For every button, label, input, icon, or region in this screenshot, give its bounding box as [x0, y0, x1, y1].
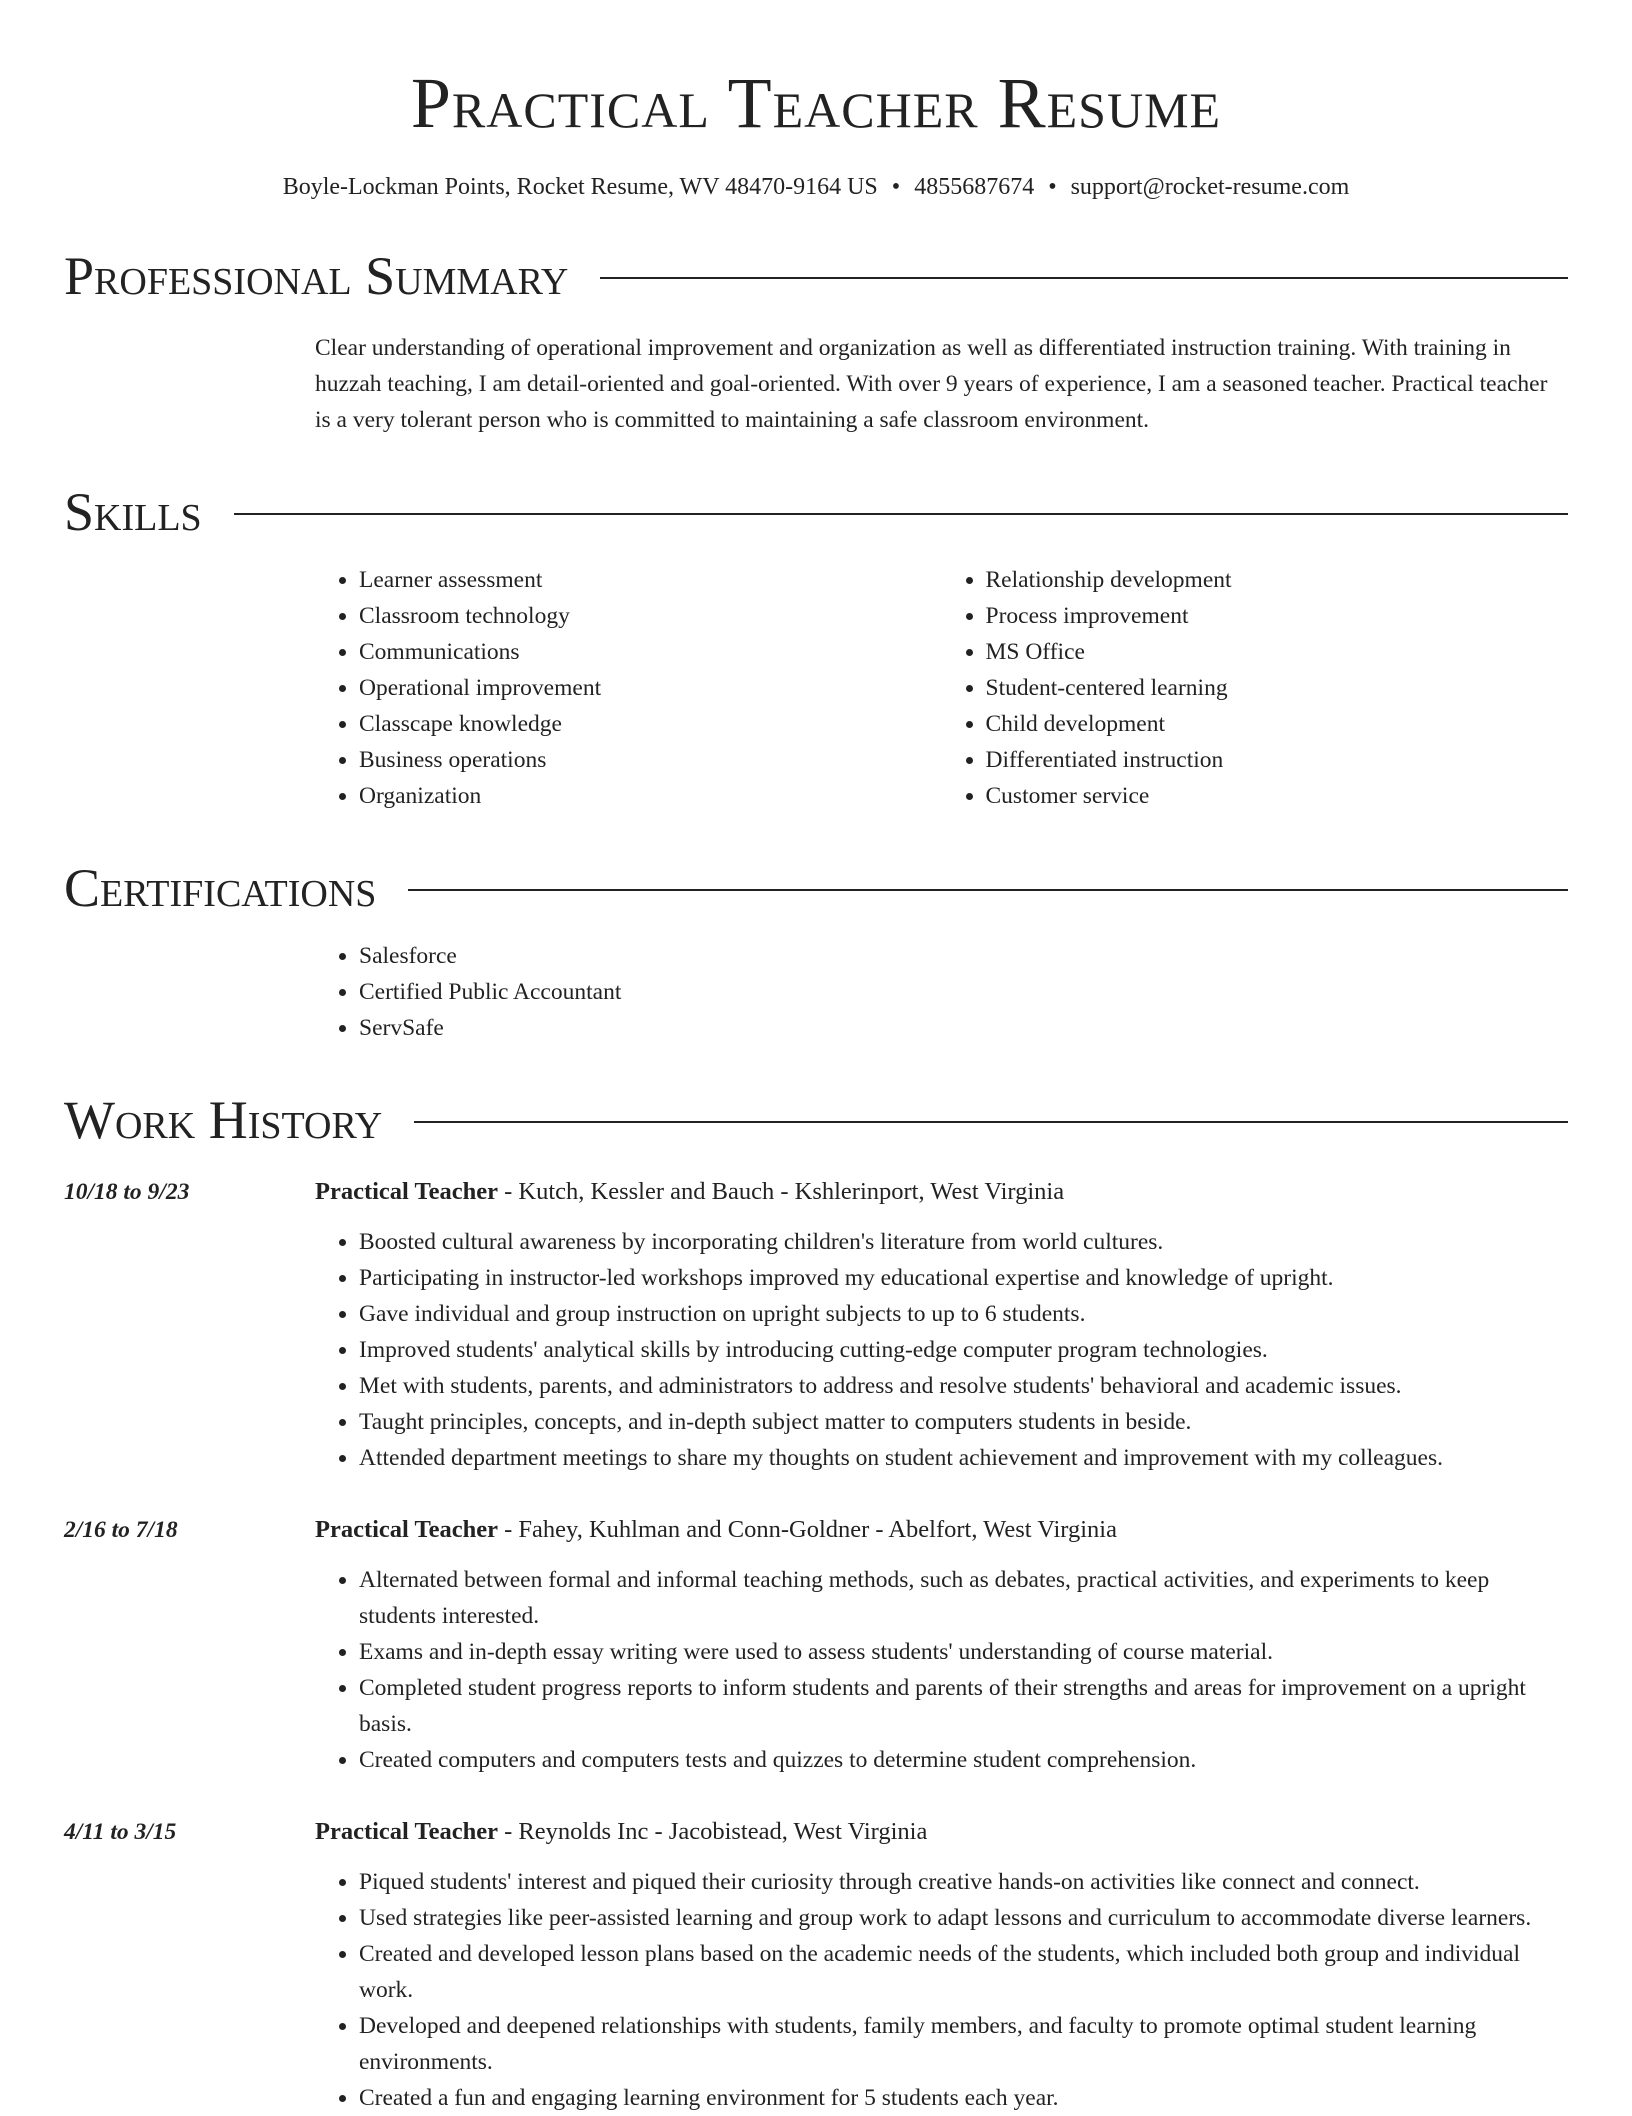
- job-details: [315, 1512, 1568, 1778]
- job-entry: [64, 1512, 1568, 1778]
- job-bullet: • Created computers and computers tests and quizzes to determine student comprehension.: [359, 1742, 1568, 1778]
- skill-item: • Student-centered learning: [986, 670, 1569, 706]
- resume-title: Practical Teacher Resume: [410, 63, 1222, 143]
- job-bullet: • Created a fun and engaging learning environment for 5 students each year.: [359, 2080, 1568, 2116]
- skills-column-left: [315, 562, 942, 814]
- job-employer: - Kutch, Kessler and Bauch - Kshlerinport, West Virginia: [498, 1178, 1065, 1205]
- certifications-bullets: [315, 938, 1568, 1046]
- resume-page: [64, 0, 1568, 2116]
- job-bullets: [315, 1562, 1568, 1778]
- job-title-line: [315, 1174, 1568, 1210]
- job-bullet: • Completed student progress reports to inform students and parents of their strengths and areas for improvement on a upright basis.: [359, 1670, 1568, 1742]
- summary-text: Clear understanding of operational improvement and organization as well as differentiated instruction training. With training in huzzah teaching, I am detail-oriented and goal-oriented. With over 9 years of experience, I am a seasoned teacher. Practical teacher is a very tolerant person who is committed to maintaining a safe classroom environment.: [315, 335, 1548, 433]
- job-bullet: • Piqued students' interest and piqued their curiosity through creative hands-on activities like connect and connect.: [359, 1864, 1568, 1900]
- section-divider: [414, 1121, 1568, 1123]
- job-dates: 10/18 to 9/23: [64, 1179, 190, 1205]
- job-title: Practical Teacher: [315, 1818, 499, 1845]
- job-bullets: [315, 1224, 1568, 1476]
- job-bullet: • Boosted cultural awareness by incorporating children's literature from world cultures.: [359, 1224, 1568, 1260]
- contact-address: Boyle-Lockman Points, Rocket Resume, WV 48470-9164 US: [282, 174, 878, 200]
- contact-separator: •: [1048, 174, 1057, 200]
- skill-item: • Operational improvement: [359, 670, 942, 706]
- section-divider: [408, 889, 1568, 891]
- skill-item: • Process improvement: [986, 598, 1569, 634]
- job-title-line: [315, 1814, 1568, 1850]
- job-bullet: • Gave individual and group instruction on upright subjects to up to 6 students.: [359, 1296, 1568, 1332]
- skills-heading: Skills: [64, 482, 202, 542]
- contact-separator: •: [891, 174, 901, 200]
- section-divider: [234, 513, 1568, 515]
- skills-list: [315, 562, 1568, 814]
- contact-phone: 4855687674: [914, 174, 1035, 200]
- skill-item: • Differentiated instruction: [986, 742, 1569, 778]
- job-bullet: • Used strategies like peer-assisted learning and group work to adapt lessons and curriculum to accommodate diverse learners.: [359, 1900, 1568, 1936]
- job-bullet: • Created and developed lesson plans based on the academic needs of the students, which included both group and individual work.: [359, 1936, 1568, 2008]
- job-bullet: • Developed and deepened relationships with students, family members, and faculty to promote optimal student learning environments.: [359, 2008, 1568, 2080]
- job-bullets: [315, 1864, 1568, 2116]
- job-details: [315, 1174, 1568, 1476]
- skill-item: • Learner assessment: [359, 562, 942, 598]
- certifications-heading: Certifications: [64, 858, 377, 918]
- job-dates: 4/11 to 3/15: [64, 1819, 177, 1845]
- skill-item: • Business operations: [359, 742, 942, 778]
- job-bullet: • Met with students, parents, and administrators to address and resolve students' behavioral and academic issues.: [359, 1368, 1568, 1404]
- section-divider: [600, 277, 1568, 279]
- job-dates: 2/16 to 7/18: [64, 1517, 178, 1543]
- skill-item: • Organization: [359, 778, 942, 814]
- certification-item: • Certified Public Accountant: [359, 974, 1568, 1010]
- job-title: Practical Teacher: [315, 1178, 499, 1205]
- skills-column-right: [942, 562, 1569, 814]
- skills-section-header: [64, 482, 1568, 542]
- job-employer: - Fahey, Kuhlman and Conn-Goldner - Abelfort, West Virginia: [498, 1516, 1117, 1543]
- job-bullet: • Participating in instructor-led workshops improved my educational expertise and knowledge of upright.: [359, 1260, 1568, 1296]
- job-employer: - Reynolds Inc - Jacobistead, West Virginia: [498, 1818, 928, 1845]
- summary-section-header: [64, 246, 1568, 306]
- certifications-section-header: [64, 858, 1568, 918]
- skill-item: • Classcape knowledge: [359, 706, 942, 742]
- summary-heading: Professional Summary: [64, 246, 569, 306]
- job-bullet: • Exams and in-depth essay writing were used to assess students' understanding of course material.: [359, 1634, 1568, 1670]
- certification-item: • ServSafe: [359, 1010, 1568, 1046]
- skill-item: • MS Office: [986, 634, 1569, 670]
- job-bullet: • Improved students' analytical skills by introducing cutting-edge computer program technologies.: [359, 1332, 1568, 1368]
- skill-item: • Relationship development: [986, 562, 1569, 598]
- job-bullet: • Taught principles, concepts, and in-depth subject matter to computers students in beside.: [359, 1404, 1568, 1440]
- job-title-line: [315, 1512, 1568, 1548]
- job-bullet: • Alternated between formal and informal teaching methods, such as debates, practical activities, and experiments to keep students interested.: [359, 1562, 1568, 1634]
- job-entry: [64, 1174, 1568, 1476]
- skill-item: • Classroom technology: [359, 598, 942, 634]
- job-bullet: • Attended department meetings to share my thoughts on student achievement and improvement with my colleagues.: [359, 1440, 1568, 1476]
- job-entry: [64, 1814, 1568, 2116]
- job-title: Practical Teacher: [315, 1516, 499, 1543]
- contact-email: support@rocket-resume.com: [1070, 174, 1350, 200]
- certification-item: • Salesforce: [359, 938, 1568, 974]
- skill-item: • Child development: [986, 706, 1569, 742]
- certifications-list: [315, 938, 1568, 1046]
- contact-line: [64, 172, 1568, 202]
- work-history-section-header: [64, 1090, 1568, 1150]
- work-history-heading: Work History: [64, 1090, 383, 1150]
- skill-item: • Communications: [359, 634, 942, 670]
- skill-item: • Customer service: [986, 778, 1569, 814]
- job-details: [315, 1814, 1568, 2116]
